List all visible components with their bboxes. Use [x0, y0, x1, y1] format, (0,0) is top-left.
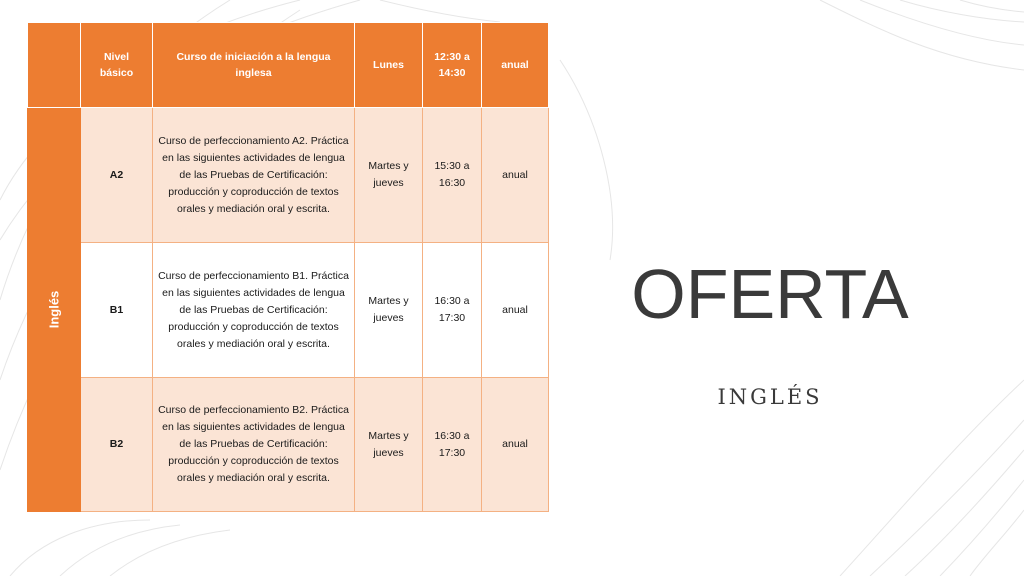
course-cell: Curso de perfeccionamiento B2. Práctica en las siguientes actividades de lengua de las Pruebas de Certificación: producción y coproducción de textos orales y mediación oral y escrita.	[153, 378, 355, 512]
level-cell: A2	[81, 108, 153, 243]
duration-cell: anual	[482, 108, 549, 243]
course-table	[27, 22, 549, 512]
duration-cell: anual	[482, 243, 549, 378]
level-cell: B2	[81, 378, 153, 512]
header-course-cell: Curso de iniciación a la lengua inglesa	[153, 23, 355, 108]
language-cell	[28, 108, 81, 512]
header-level-cell: Nivel básico	[81, 23, 153, 108]
course-cell: Curso de perfeccionamiento A2. Práctica en las siguientes actividades de lengua de las Pruebas de Certificación: producción y coproducción de textos orales y mediación oral y escrita.	[153, 108, 355, 243]
table-row	[28, 378, 549, 512]
days-cell: Martes y jueves	[355, 108, 423, 243]
table-row	[28, 243, 549, 378]
time-cell: 15:30 a 16:30	[423, 108, 482, 243]
slide-title: OFERTA	[631, 255, 909, 333]
level-cell: B1	[81, 243, 153, 378]
table-row	[28, 108, 549, 243]
language-label: Inglés	[46, 290, 62, 329]
header-time-cell: 12:30 a 14:30	[423, 23, 482, 108]
time-cell: 16:30 a 17:30	[423, 243, 482, 378]
slide-subtitle: INGLÉS	[717, 385, 823, 409]
days-cell: Martes y jueves	[355, 378, 423, 512]
course-table-container	[27, 22, 548, 511]
table-header-row	[28, 23, 549, 108]
header-duration-cell: anual	[482, 23, 549, 108]
time-cell: 16:30 a 17:30	[423, 378, 482, 512]
course-cell: Curso de perfeccionamiento B1. Práctica en las siguientes actividades de lengua de las Pruebas de Certificación: producción y coproducción de textos orales y mediación oral y escrita.	[153, 243, 355, 378]
duration-cell: anual	[482, 378, 549, 512]
header-days-cell: Lunes	[355, 23, 423, 108]
header-empty-cell	[28, 23, 81, 108]
days-cell: Martes y jueves	[355, 243, 423, 378]
